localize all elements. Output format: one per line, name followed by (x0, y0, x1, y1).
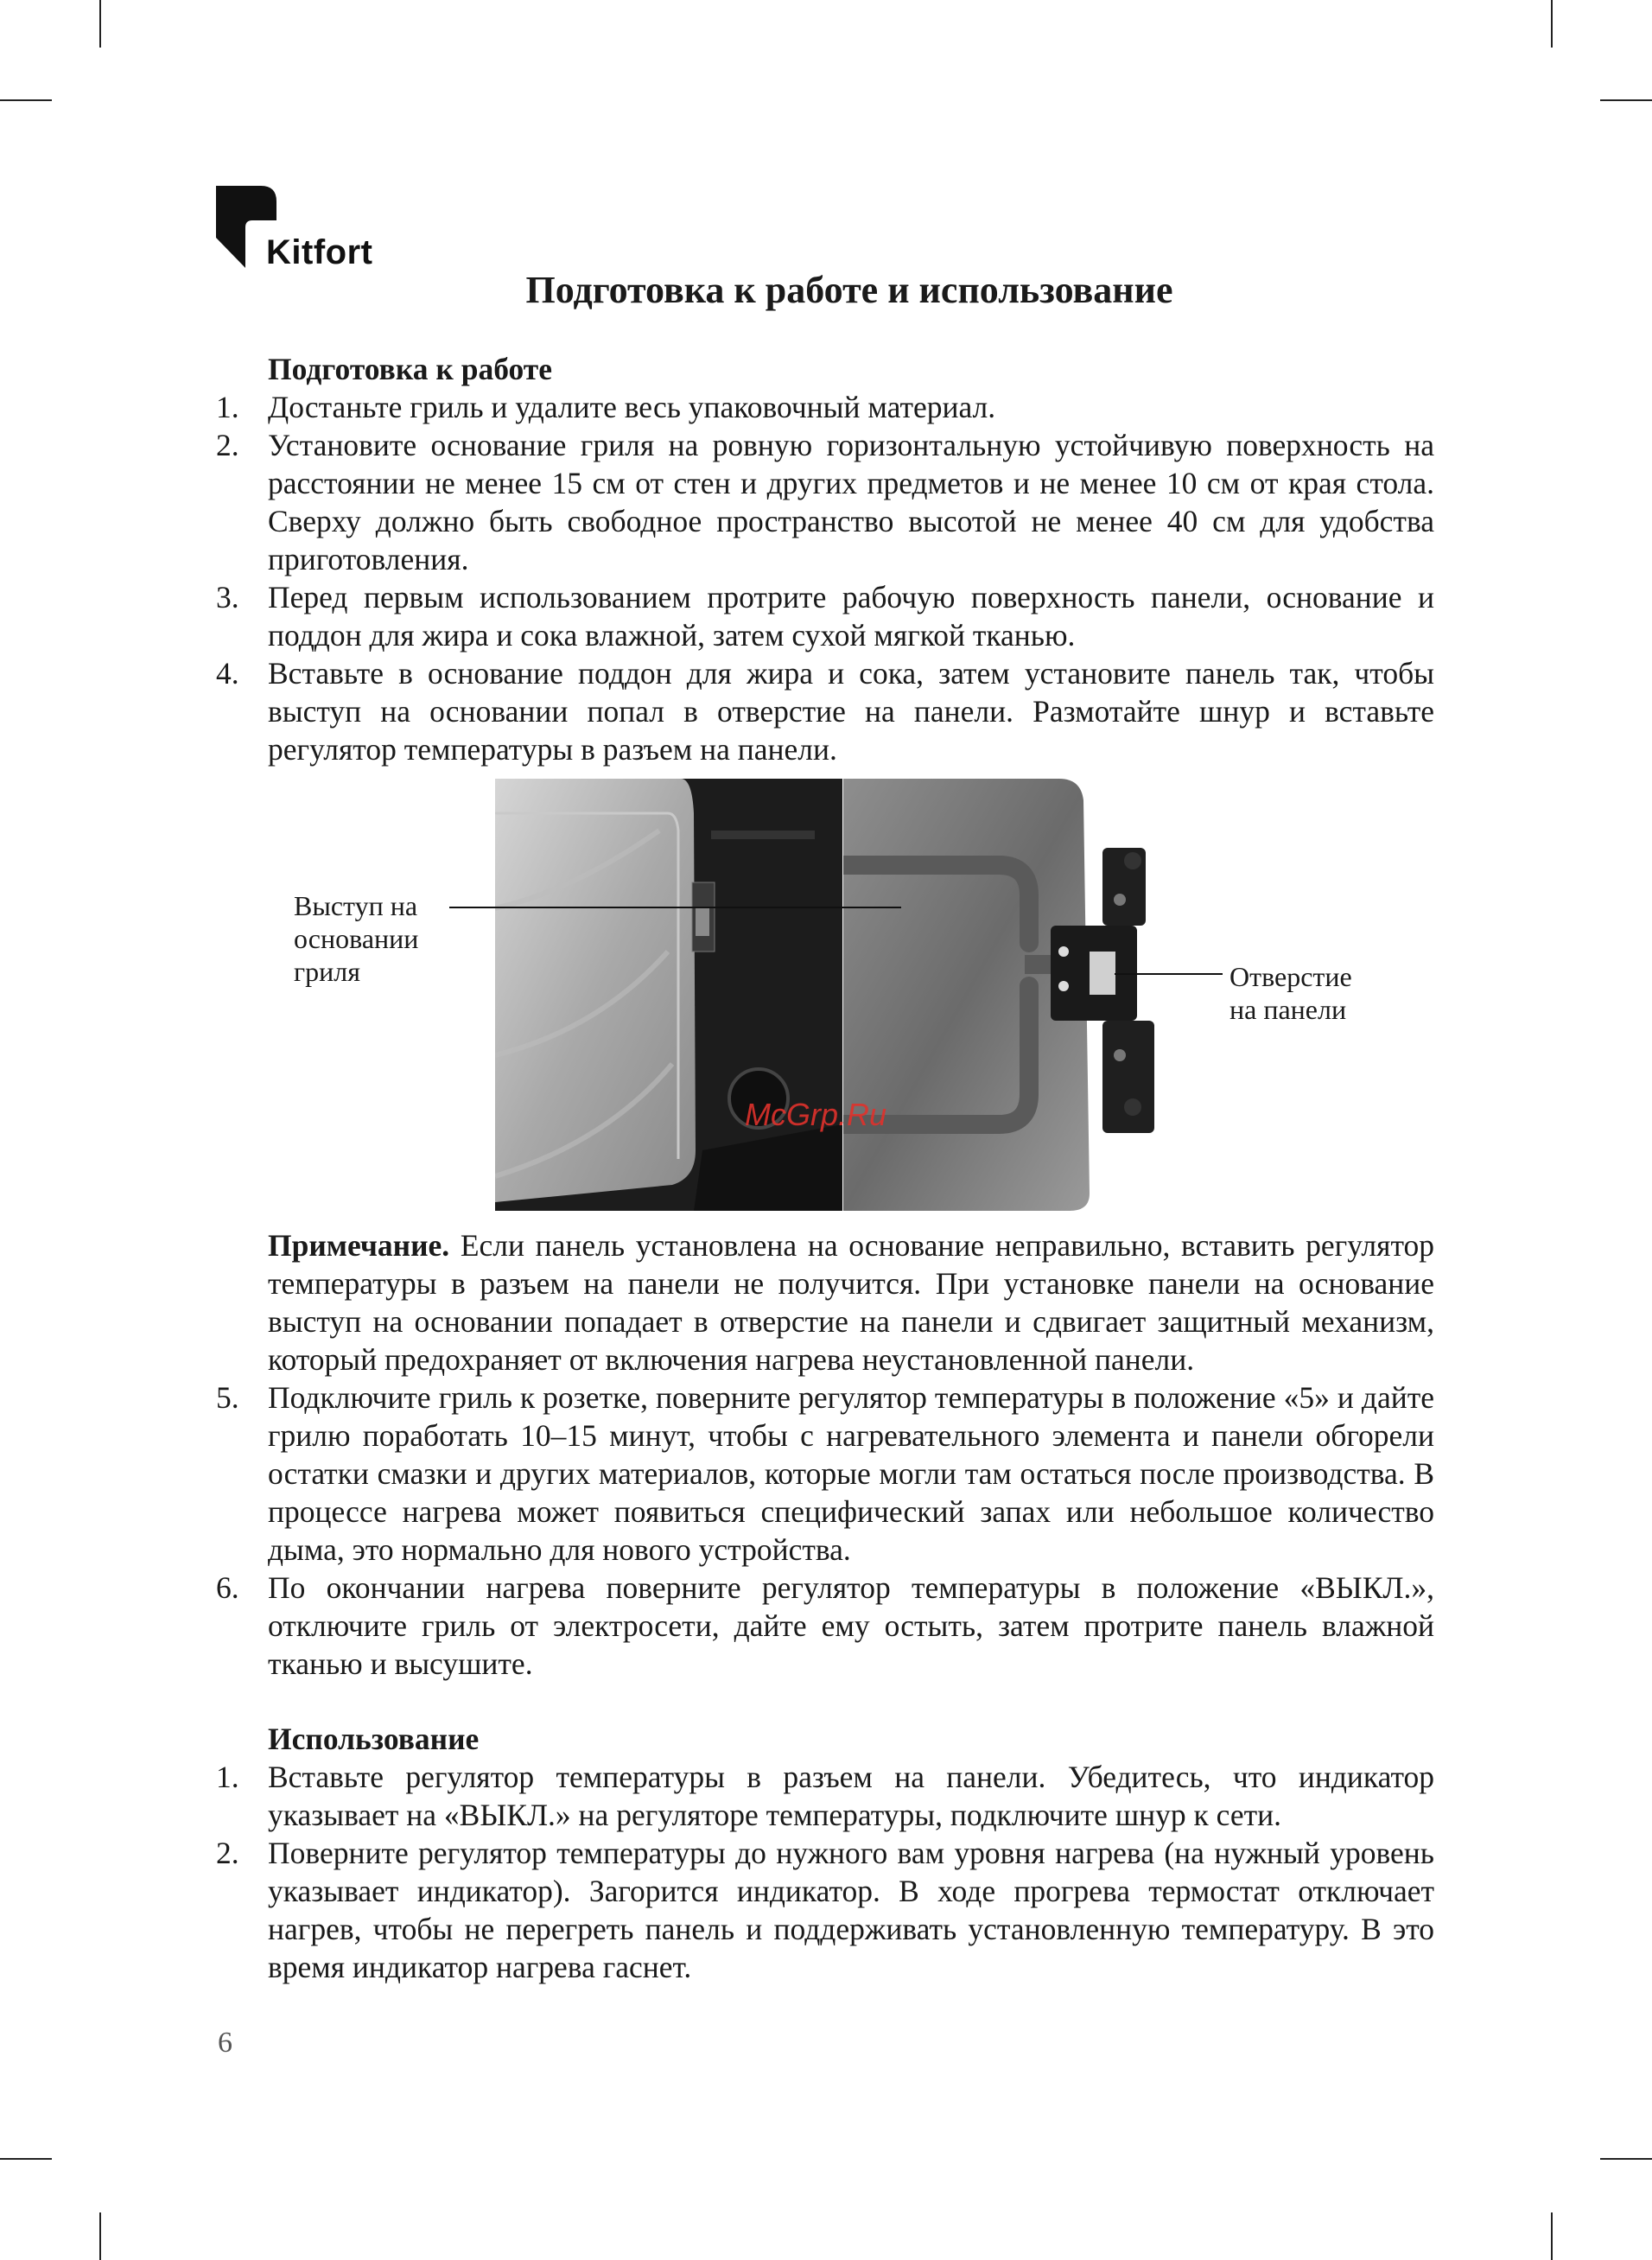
list-item (216, 1378, 1434, 1569)
note-text: Если панель установлена на основание неправильно, вставить регулятор температуры в разъем на панели не получится. При установке панели на основание выступ на основании попадает в отверстие на панели и сдвигает защитный механизм, который предохраняет от включения нагрева неустановленной панели. (268, 1228, 1434, 1377)
crop-mark (99, 0, 101, 48)
list-number: 5. (216, 1380, 239, 1415)
crop-mark (1600, 99, 1652, 101)
list-number: 2. (216, 428, 239, 462)
crop-mark (0, 99, 52, 101)
document-body (216, 350, 1434, 1986)
list-text: Достаньте гриль и удалите весь упаковочный материал. (268, 390, 996, 424)
list-number: 1. (216, 390, 239, 424)
spacer (216, 1683, 1434, 1720)
brand-name: Kitfort (266, 233, 373, 271)
callout-label-left (294, 889, 418, 988)
list-item (216, 388, 1434, 426)
figure (216, 779, 1434, 1218)
callout-leader-line (449, 907, 901, 908)
section-heading: Подготовка к работе (268, 352, 552, 386)
callout-line: гриля (294, 956, 360, 987)
note-label: Примечание. (268, 1228, 450, 1263)
list-text: Вставьте в основание поддон для жира и сока, затем установите панель так, чтобы выступ на основании попал в отверстие на панели. Размотайте шнур и вставьте регулятор температуры в разъем на панели. (268, 656, 1434, 767)
crop-mark (1551, 0, 1553, 48)
photo-grill-base (495, 779, 842, 1211)
photo-grill-panel (843, 779, 1209, 1211)
callout-line: на панели (1229, 994, 1347, 1025)
list-item (216, 654, 1434, 768)
page-title: Подготовка к работе и использование (525, 269, 1173, 311)
callout-line: основании (294, 923, 419, 954)
brand-logo (216, 186, 389, 272)
list-text: Вставьте регулятор температуры в разъем на панели. Убедитесь, что индикатор указывает на «ВЫКЛ.» на регуляторе температуры, подключите шнур к сети. (268, 1760, 1434, 1832)
list-number: 3. (216, 580, 239, 614)
list-item (216, 426, 1434, 578)
page-number: 6 (218, 2027, 232, 2059)
crop-mark (0, 2158, 52, 2160)
list-item (216, 1569, 1434, 1683)
note (216, 1226, 1434, 1378)
watermark: McGrp.Ru (745, 1097, 887, 1132)
list-item (216, 1834, 1434, 1986)
list-text: Подключите гриль к розетке, поверните регулятор температуры в положение «5» и дайте грилю поработать 10–15 минут, чтобы с нагревательного элемента и панели обгорели остатки смазки и других материалов, которые могли там остаться после производства. В процессе нагрева может появиться специфический запах или небольшое количество дыма, это нормально для нового устройства. (268, 1380, 1434, 1567)
callout-line: Выступ на (294, 890, 418, 921)
list-text: Установите основание гриля на ровную горизонтальную устойчивую поверхность на расстоянии не менее 15 см от стен и других предметов и не менее 10 см от края стола. Сверху должно быть свободное пространство высотой не менее 40 см для удобства приготовления. (268, 428, 1434, 576)
callout-label-right (1229, 960, 1352, 1026)
list-text: Перед первым использованием протрите рабочую поверхность панели, основание и поддон для жира и сока влажной, затем сухой мягкой тканью. (268, 580, 1434, 653)
callout-line: Отверстие (1229, 961, 1352, 992)
list-number: 4. (216, 656, 239, 691)
list-item (216, 578, 1434, 654)
crop-mark (1600, 2158, 1652, 2160)
list-number: 6. (216, 1570, 239, 1605)
section-heading: Использование (268, 1722, 480, 1756)
crop-mark (1551, 2212, 1553, 2260)
list-text: По окончании нагрева поверните регулятор температуры в положение «ВЫКЛ.», отключите гриль от электросети, дайте ему остыть, затем протрите панель влажной тканью и высушите. (268, 1570, 1434, 1681)
list-number: 1. (216, 1760, 239, 1794)
crop-mark (99, 2212, 101, 2260)
list-item (216, 1758, 1434, 1834)
list-text: Поверните регулятор температуры до нужного вам уровня нагрева (на нужный уровень указывает индикатор). Загорится индикатор. В ходе прогрева термостат отключает нагрев, чтобы не перегреть панель и поддерживать установленную температуру. В это время индикатор нагрева гаснет. (268, 1836, 1434, 1984)
list-number: 2. (216, 1836, 239, 1870)
callout-leader-line (1115, 973, 1223, 975)
